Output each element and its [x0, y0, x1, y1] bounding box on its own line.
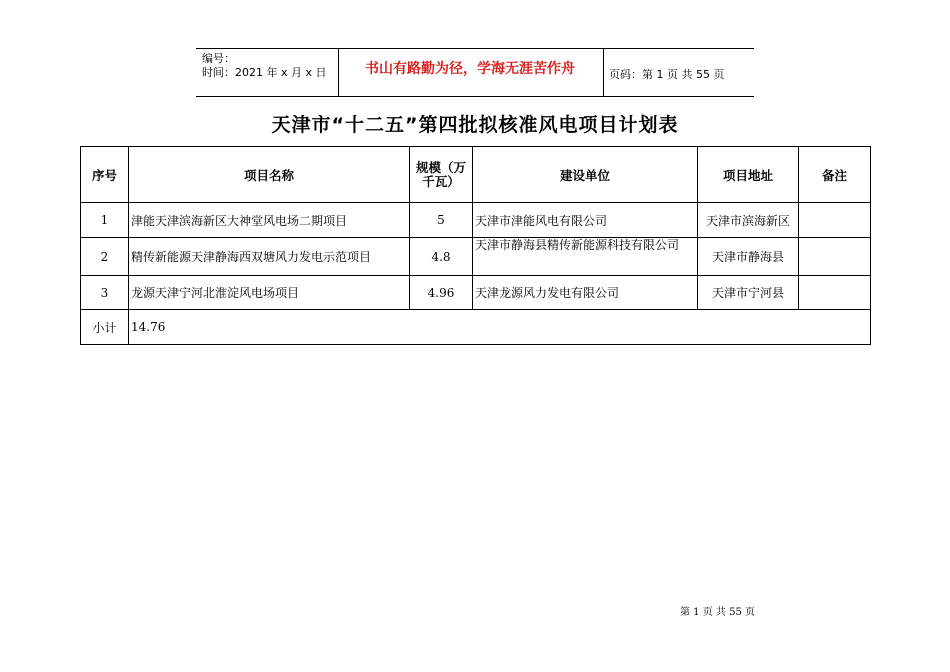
header-top-rule	[196, 48, 754, 49]
subtotal-label: 小计	[81, 310, 129, 345]
row-remarks	[799, 238, 871, 276]
row-project-name: 精传新能源天津静海西双塘风力发电示范项目	[129, 238, 410, 276]
header-project-address: 项目地址	[698, 147, 799, 203]
row-project-name: 津能天津滨海新区大神堂风电场二期项目	[129, 203, 410, 238]
subtotal-value: 14.76	[129, 310, 871, 345]
row-scale: 4.96	[410, 276, 473, 310]
row-project-name: 龙源天津宁河北淮淀风电场项目	[129, 276, 410, 310]
page-number-label: 页码：第 1 页 共 55 页	[609, 68, 725, 81]
plan-table	[80, 146, 871, 345]
row-seq: 1	[81, 203, 129, 238]
subtotal-row	[81, 310, 871, 345]
header-divider	[338, 48, 339, 96]
page-title: 天津市“十二五”第四批拟核准风电项目计划表	[271, 114, 679, 136]
row-scale: 5	[410, 203, 473, 238]
table-header-row	[81, 147, 871, 203]
header-bottom-rule	[196, 96, 754, 97]
row-project-address: 天津市宁河县	[698, 276, 799, 310]
row-construction-unit: 天津龙源风力发电有限公司	[473, 276, 698, 310]
header-motto: 书山有路勤为径，学海无涯苦作舟	[365, 61, 575, 77]
row-seq: 2	[81, 238, 129, 276]
header-remarks: 备注	[799, 147, 871, 203]
table-row	[81, 238, 871, 276]
page-footer: 第 1 页 共 55 页	[680, 607, 755, 618]
row-project-address: 天津市静海县	[698, 238, 799, 276]
header-construction-unit: 建设单位	[473, 147, 698, 203]
table-row	[81, 203, 871, 238]
header-divider	[603, 48, 604, 96]
row-remarks	[799, 276, 871, 310]
doc-time-label: 时间：2021 年 x 月 x 日	[202, 66, 327, 79]
row-scale: 4.8	[410, 238, 473, 276]
row-project-address: 天津市滨海新区	[698, 203, 799, 238]
row-construction-unit: 天津市静海县精传新能源科技有限公司	[473, 238, 698, 276]
header-project-name: 项目名称	[129, 147, 410, 203]
header-scale: 规模（万千瓦）	[410, 147, 473, 203]
doc-number-label: 编号：	[202, 52, 235, 65]
row-seq: 3	[81, 276, 129, 310]
row-remarks	[799, 203, 871, 238]
table-row	[81, 276, 871, 310]
header-seq: 序号	[81, 147, 129, 203]
row-construction-unit: 天津市津能风电有限公司	[473, 203, 698, 238]
